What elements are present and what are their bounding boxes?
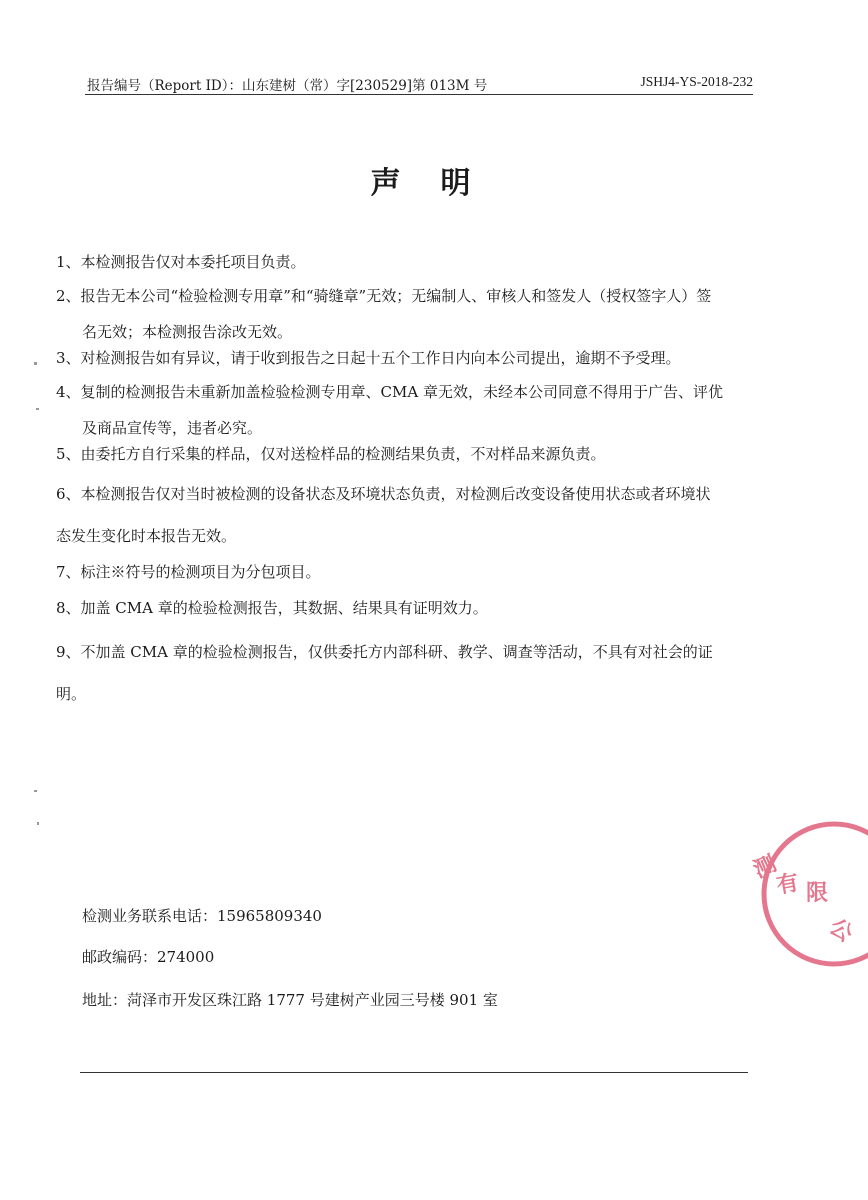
clause-text: 2、报告无本公司“检验检测专用章”和“骑缝章”无效；无编制人、审核人和签发人（授权签字人）签: [56, 287, 712, 305]
margin-speck: [34, 362, 37, 365]
svg-text:公: 公: [824, 914, 857, 948]
page-title: 声明: [370, 166, 511, 201]
clause-text-continued: 态发生变化时本报告无效。: [56, 527, 237, 545]
clause-3: [56, 340, 786, 376]
svg-text:限: 限: [806, 881, 829, 906]
contact-address: 地址：菏泽市开发区珠江路 1777 号建树产业园三号楼 901 室: [82, 991, 498, 1009]
contact-phone: 检测业务联系电话：15965809340: [82, 907, 322, 925]
clause-text-continued: 及商品宣传等，违者必究。: [82, 419, 263, 437]
margin-speck: [36, 408, 39, 410]
svg-text:有: 有: [774, 870, 801, 899]
clause-text: 7、标注※符号的检测项目为分包项目。: [56, 563, 321, 581]
clause-9: [56, 631, 786, 715]
clause-6: [56, 474, 786, 556]
clause-7: [56, 554, 786, 590]
clause-5: [56, 436, 786, 472]
contact-postcode: 邮政编码：274000: [82, 948, 215, 966]
clause-text: 9、不加盖 CMA 章的检验检测报告，仅供委托方内部科研、教学、调查等活动，不具有对社会的证: [56, 643, 713, 661]
svg-text:测: 测: [749, 851, 781, 884]
margin-speck: [34, 790, 37, 792]
report-id: 报告编号（Report ID）：山东建树（常）字[230529]第 013M 号: [87, 78, 488, 94]
document-code: JSHJ4-YS-2018-232: [640, 74, 753, 89]
company-seal-stamp: [748, 818, 868, 968]
clause-text-continued: 明。: [56, 685, 87, 703]
clause-text: 4、复制的检测报告未重新加盖检验检测专用章、CMA 章无效，未经本公司同意不得用于广告、评优: [56, 383, 723, 401]
clause-text: 1、本检测报告仅对本委托项目负责。: [56, 253, 306, 271]
clause-8: [56, 590, 786, 626]
clause-text: 3、对检测报告如有异议，请于收到报告之日起十五个工作日内向本公司提出，逾期不予受理。: [56, 349, 681, 367]
footer-divider: [80, 1072, 748, 1073]
clause-text: 5、由委托方自行采集的样品，仅对送检样品的检测结果负责，不对样品来源负责。: [56, 445, 606, 463]
clause-text: 8、加盖 CMA 章的检验检测报告，其数据、结果具有证明效力。: [56, 599, 488, 617]
clause-text-continued: 名无效；本检测报告涂改无效。: [82, 323, 293, 341]
clause-1: [56, 244, 786, 280]
margin-speck: [37, 822, 39, 825]
report-header: [85, 72, 753, 95]
clause-text: 6、本检测报告仅对当时被检测的设备状态及环境状态负责，对检测后改变设备使用状态或者环境状: [56, 485, 711, 503]
